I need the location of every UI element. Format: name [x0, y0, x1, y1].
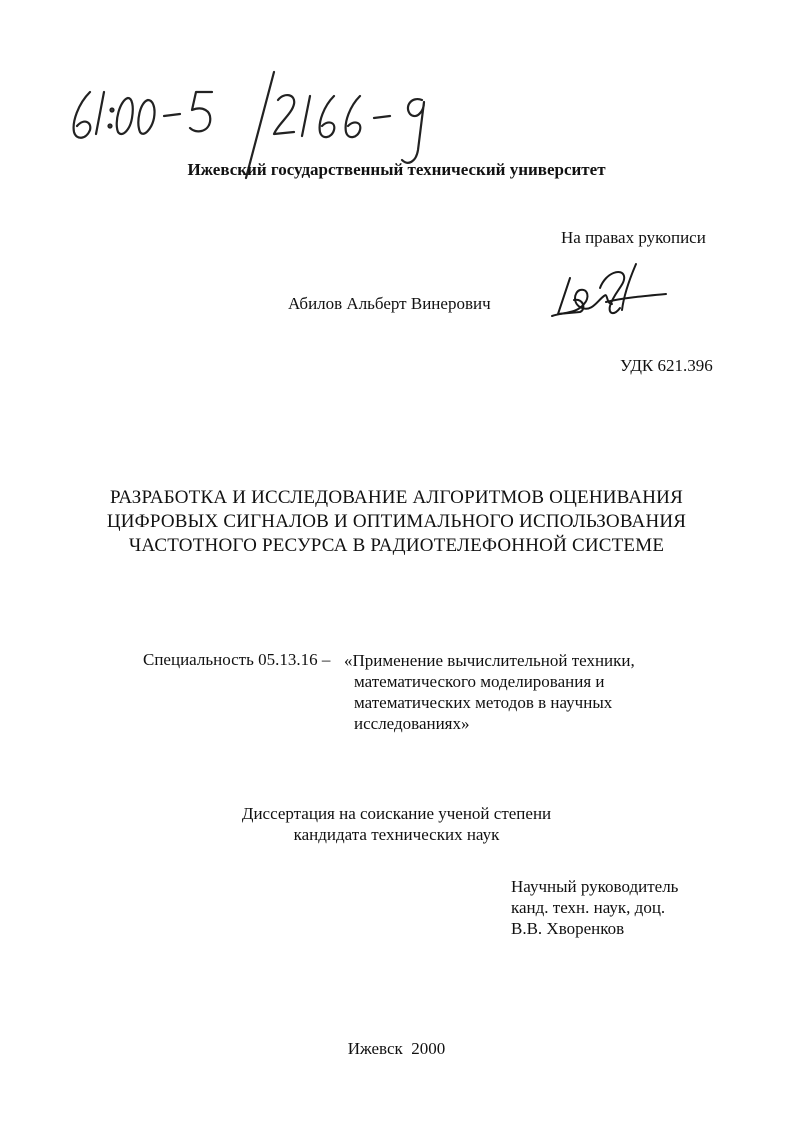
specialty-description [344, 650, 635, 734]
specialty-line: «Применение вычислительной техники, [344, 651, 635, 670]
specialty-line: математических методов в научных [354, 693, 613, 712]
dissertation-title [40, 486, 753, 558]
author-name: Абилов Альберт Винерович [288, 294, 491, 313]
specialty-line: исследованиях» [354, 714, 470, 733]
supervisor-degree: канд. техн. наук, доц. [511, 898, 666, 917]
degree-line: Диссертация на соискание ученой степени [241, 804, 552, 823]
manuscript-rights: На правах рукописи [561, 228, 706, 247]
degree-statement [0, 803, 793, 845]
city-year-text: Ижевск 2000 [347, 1039, 446, 1058]
specialty-line: математического моделирования и [354, 672, 605, 691]
specialty-label: Специальность 05.13.16 – [143, 650, 331, 669]
author-signature [540, 258, 670, 328]
degree-line: кандидата технических наук [293, 825, 500, 844]
supervisor-name: В.В. Хворенков [511, 919, 625, 938]
city-year [0, 1039, 793, 1059]
supervisor-block [511, 876, 678, 939]
udk-code: УДК 621.396 [620, 356, 713, 375]
supervisor-role: Научный руководитель [511, 877, 679, 896]
title-line: ЧАСТОТНОГО РЕСУРСА В РАДИОТЕЛЕФОННОЙ СИСТЕМЕ [128, 535, 665, 556]
title-line: ЦИФРОВЫХ СИГНАЛОВ И ОПТИМАЛЬНОГО ИСПОЛЬЗОВАНИЯ [106, 511, 687, 532]
university-name: Ижевский государственный технический университет [187, 160, 606, 179]
title-line: РАЗРАБОТКА И ИССЛЕДОВАНИЕ АЛГОРИТМОВ ОЦЕНИВАНИЯ [110, 487, 683, 508]
